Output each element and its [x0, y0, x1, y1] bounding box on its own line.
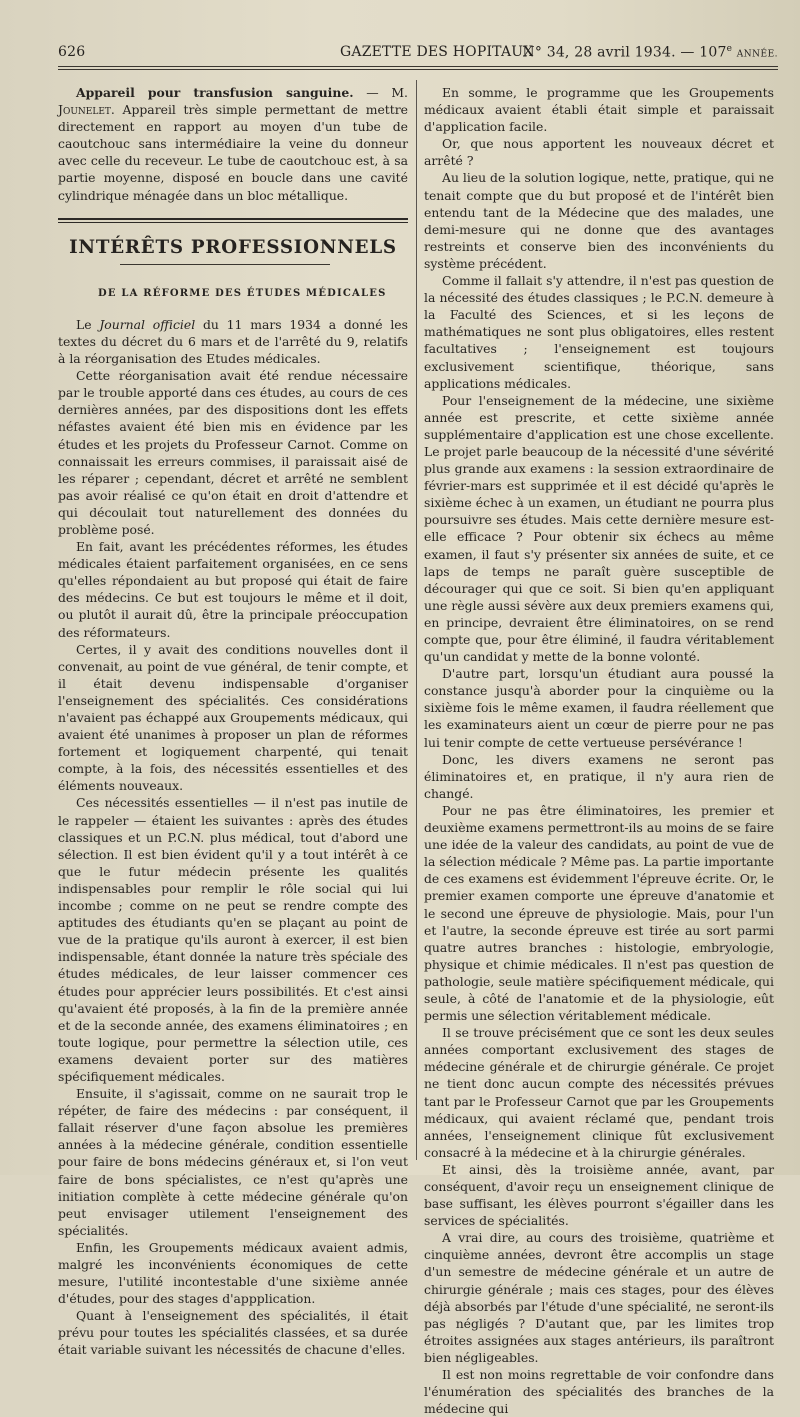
paragraph-lead: Le: [76, 316, 100, 332]
paragraph: A vrai dire, au cours des troisième, quatrième et cinquième années, devront être accomplis un stage d'un semestre de médecine générale et un autre de chirurgie générale ; mais ces stages, pour des élèves déjà absorbés par l'étude d'une spécialité, ne seront-ils pas négligés ? D'autant que, par les limites trop étroites assignées aux stages antérieurs, ils paraîtront bien négligeables.: [424, 1230, 774, 1365]
journal-title: GAZETTE DES HOPITAUX: [340, 44, 534, 60]
appareil-entry: [58, 84, 408, 204]
page-number: 626: [58, 44, 86, 60]
article-title: DE LA RÉFORME DES ÉTUDES MÉDICALES: [98, 287, 387, 299]
paragraph: Donc, les divers examens ne seront pas éliminatoires et, en pratique, il n'y aura rien de changé.: [424, 751, 774, 801]
appareil-author: — M. Jounelet.: [58, 85, 408, 118]
paragraph-rest: du 11 mars 1934 a donné les textes du décret du 6 mars et de l'arrêté du 9, relatifs à la réorganisation des Etudes médicales.: [58, 316, 408, 367]
appareil-title: Appareil pour transfusion sanguine.: [76, 85, 354, 100]
paragraph: Or, que nous apportent les nouveaux décret et arrêté ?: [424, 136, 774, 169]
paragraph: Quant à l'enseignement des spécialités, il était prévu pour toutes les spécialités classées, et sa durée était variable suivant les nécessités de chacune d'elles.: [58, 1308, 408, 1358]
paragraph: Il est non moins regrettable de voir confondre dans l'énumération des spécialités des branches de la médecine qui: [424, 1367, 774, 1417]
column-divider: [416, 80, 417, 1160]
journal-reference: Journal officiel: [99, 316, 196, 332]
paragraph: Et ainsi, dès la troisième année, avant, par conséquent, d'avoir reçu un enseignement clinique de base suffisant, les élèves pourront s'égailler dans les services de spécialités.: [424, 1161, 774, 1229]
paragraph: Cette réorganisation avait été rendue nécessaire par le trouble apporté dans ces études, au cours de ces dernières années, par des dispositions dont les effets néfastes avaient été bien mis en évidence par les études et les projets du Professeur Carnot. Comme on connaissait les erreurs commises, il paraissait aisé de les réparer ; cependant, décret et arrêté ne semblent pas avoir réalisé ce qu'on était en droit d'attendre et qui découlait tout naturellement des données du problème posé.: [58, 368, 408, 537]
issue-date: N° 34, 28 avril 1934. — 107: [522, 44, 727, 61]
paragraph: Ces nécessités essentielles — il n'est pas inutile de le rappeler — étaient les suivantes : après des études classiques et un P.C.N. plus médical, tout d'abord une sélection. Il est bien évident qu'il y a tout intérêt à ce que le futur médecin présente les qualités indispensables pour remplir le rôle social qui lui incombe ; comme on ne peut se rendre compte des aptitudes des étudiants qu'en se plaçant au point de vue de la pratique qu'ils auront à exercer, il est bien indispensable, étant donnée la nature très spéciale des études médicales, de leur laisser commencer ces études pour apprécier leurs possibilités. Et c'est ainsi qu'avaient été proposés, à la fin de la première année et de la seconde année, des examens éliminatoires ; en toute logique, pour permettre la sélection utile, ces examens devaient porter sur des matières spécifiquement médicales.: [58, 795, 408, 1084]
paragraph: Au lieu de la solution logique, nette, pratique, qui ne tenait compte que du but proposé et de l'intérêt bien entendu tant de la Médecine que des malades, une demi-mesure qui ne donne que des avantages restreints et conserve bien des inconvénients du système précédent.: [424, 170, 774, 271]
paragraph: Enfin, les Groupements médicaux avaient admis, malgré les inconvénients économiques de cette mesure, l'utilité incontestable d'une sixième année d'études, pour des stages d'appplication.: [58, 1239, 408, 1307]
paragraph: Pour l'enseignement de la médecine, une sixième année est prescrite, et cette sixième année supplémentaire d'application est une chose excellente. Le projet parle beaucoup de la nécessité d'une sévérité plus grande aux examens : la session extraordinaire de février-mars est supprimée et il est décidé qu'après le sixième échec à un examen, un étudiant ne pourra plus poursuivre ses études. Mais cette dernière mesure est-elle efficace ? Pour obtenir six échecs au même examen, il faut s'y présenter six années de suite, et ce laps de temps ne paraît guère susceptible de décourager qui que ce soit. Si bien qu'en appliquant une règle aussi sévère aux deux premiers examens qui, en principe, devraient être éliminatoires, on se rend compte que, pour être éliminé, il faudra véritablement qu'un candidat y mette de la bonne volonté.: [424, 392, 774, 665]
paragraph: Il se trouve précisément que ce sont les deux seules années comportant exclusivement des stages de médecine générale et de chirurgie générale. Ce projet ne tient donc aucun compte des nécessités prévues tant par le Professeur Carnot que par les Groupements médicaux, qui avaient réclamé que, pendant trois années, l'enseignement clinique fût exclusivement consacré à la médecine et à la chirurgie générales.: [424, 1025, 774, 1160]
page-header: [58, 44, 778, 68]
right-column: [424, 84, 774, 1417]
appareil-text: Appareil très simple permettant de mettre directement en rapport au moyen d'un tube de caoutchouc sans intermédiaire la veine du donneur avec celle du receveur. Le tube de caoutchouc est, à sa partie moyenne, disposé en boucle dans une cavité cylindrique ménagée dans un bloc métallique.: [58, 102, 408, 203]
section-rule: [58, 218, 408, 223]
paragraph: Comme il fallait s'y attendre, il n'est pas question de la nécessité des études classiques ; le P.C.N. demeure à la Faculté des Sciences, et si les leçons de mathématiques ne sont plus obligatoires, elles restent facultatives ; l'enseignement est toujours exclusivement scientifique, théorique, sans applications médicales.: [424, 273, 774, 391]
paragraph: Pour ne pas être éliminatoires, les premier et deuxième examens permettront-ils au moins de se faire une idée de la valeur des candidats, au point de vue de la sélection médicale ? Même pas. La partie importante de ces examens est évidemment l'épreuve écrite. Or, le premier examen comporte une épreuve d'anatomie et le second une épreuve de physiologie. Mais, pour l'un et l'autre, la seconde épreuve est tirée au sort parmi quatre autres branches : histologie, embryologie, physique et chimie médicales. Il n'est pas question de pathologie, seule matière spécifiquement médicale, qui seule, à côté de l'anatomie et de la physiologie, eût permis une sélection véritablement médicale.: [424, 802, 774, 1024]
left-column: [58, 84, 408, 1359]
paragraph: Ensuite, il s'agissait, comme on ne saurait trop le répéter, de faire des médecins : par conséquent, il fallait réserver d'une façon absolue les premières années à la médecine générale, condition essentielle pour faire de bons médecins généraux et, si l'on veut faire de bons spécialistes, ce n'est qu'après une initiation complète à cette médecine générale qu'on peut envisager utilement l'enseignement des spécialités.: [58, 1086, 408, 1238]
paragraph: En somme, le programme que les Groupements médicaux avaient établi était simple et paraissait d'application facile.: [424, 85, 774, 135]
paragraph: D'autre part, lorsqu'un étudiant aura poussé la constance jusqu'à aborder pour la cinquième ou la sixième fois le même examen, il faudra réellement que les examinateurs aient un cœur de pierre pour ne pas lui tenir compte de cette vertueuse persévérance !: [424, 666, 774, 750]
issue-year-label: ANNÉE.: [736, 49, 778, 60]
issue-info: [522, 44, 778, 61]
paragraph: [58, 316, 408, 367]
section-title: INTÉRÊTS PROFESSIONNELS: [69, 235, 397, 258]
paragraph: En fait, avant les précédentes réformes, les études médicales étaient parfaitement organisées, en ce sens qu'elles répondaient au but proposé qui était de faire des médecins. Ce but est toujours le même et il doit, ou plutôt il aurait dû, être la principale préoccupation des réformateurs.: [58, 539, 408, 640]
paragraph: Certes, il y avait des conditions nouvelles dont il convenait, au point de vue général, de tenir compte, et il était devenu indispensable d'organiser l'enseignement des spécialités. Ces considérations n'avaient pas échappé aux Groupements médicaux, qui avaient été unanimes à proposer un plan de réformes fortement et logiquement charpenté, qui tenait compte, à la fois, des nécessités essentielles et des éléments nouveaux.: [58, 641, 408, 794]
header-rule: [58, 66, 778, 70]
issue-suffix: e: [726, 44, 733, 54]
title-underline: [120, 264, 330, 265]
